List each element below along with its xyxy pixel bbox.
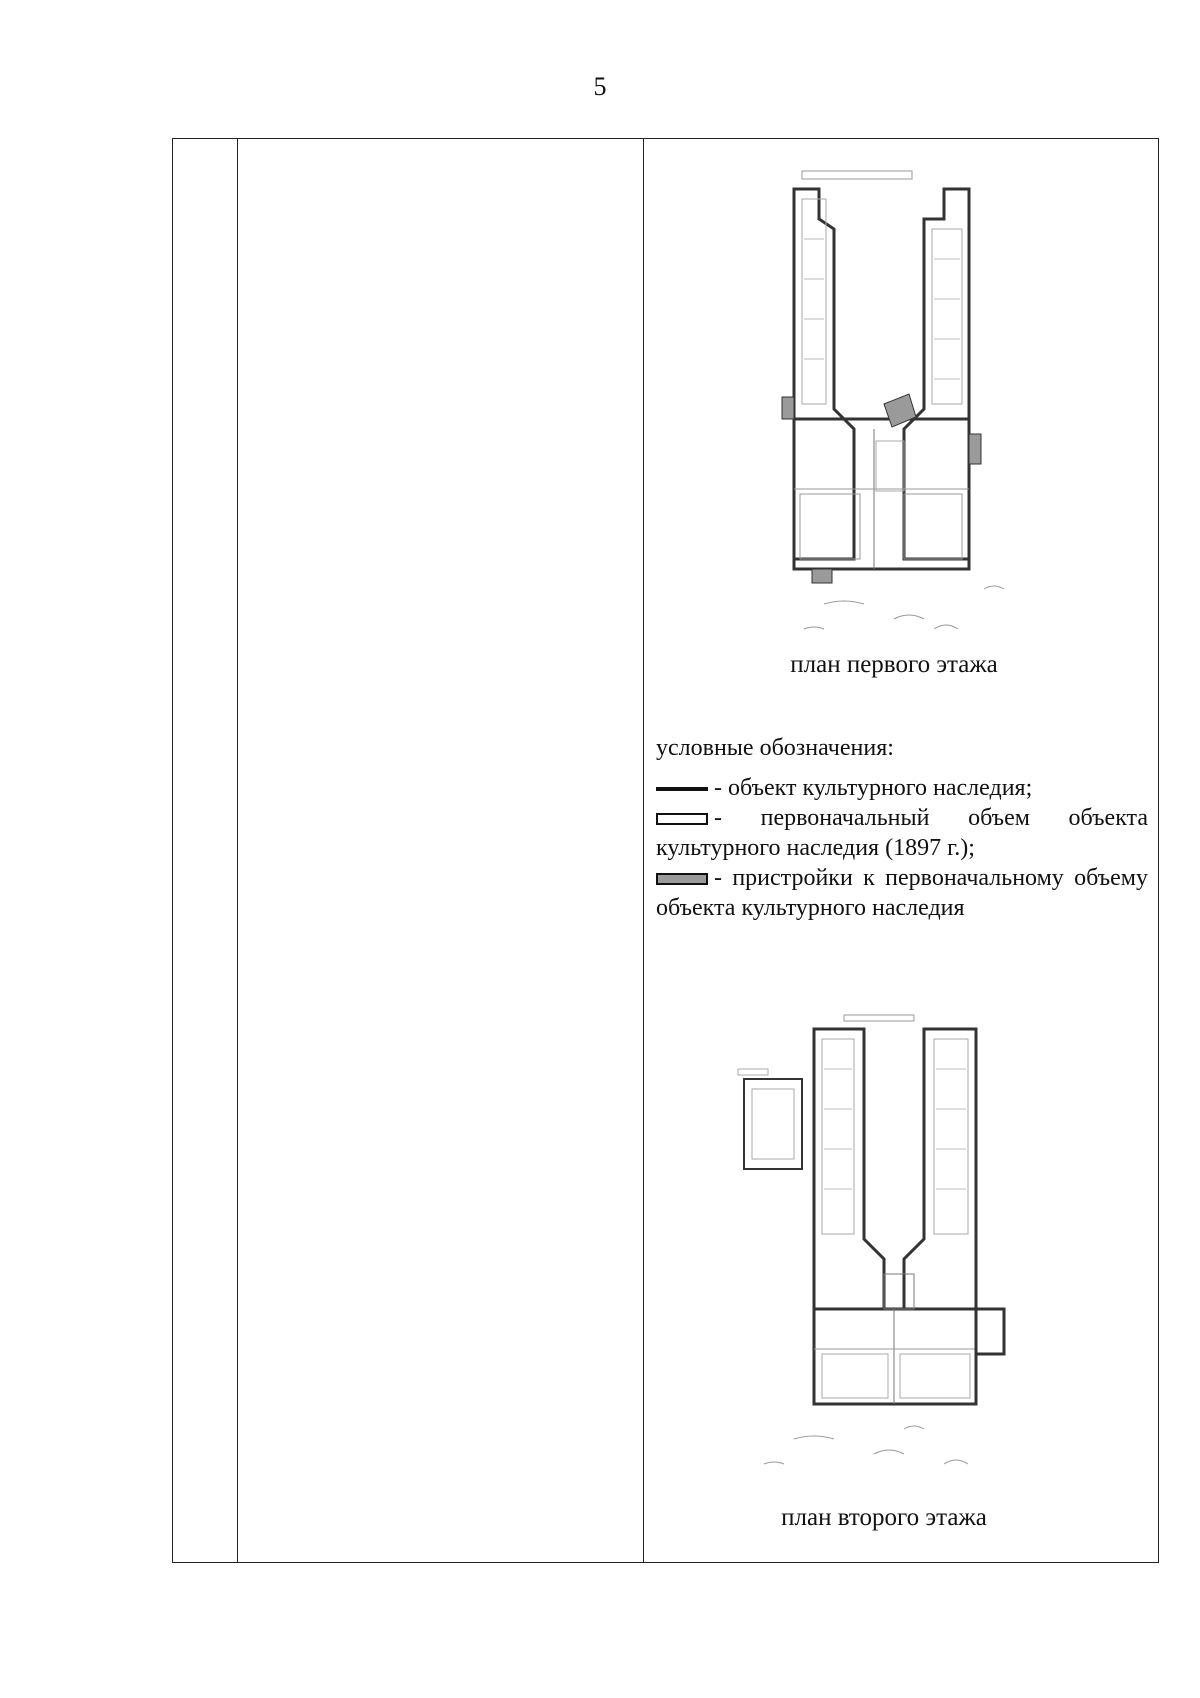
legend-item-object: - объект культурного наследия; bbox=[656, 773, 1148, 803]
second-floor-caption: план второго этажа bbox=[781, 1504, 987, 1531]
table-column-illustrations bbox=[644, 139, 1158, 1562]
outline-rectangle-symbol bbox=[656, 813, 708, 825]
first-floor-caption: план первого этажа bbox=[790, 651, 998, 678]
page-number: 5 bbox=[593, 72, 607, 101]
table-column-description bbox=[238, 139, 644, 1562]
legend-item-original-volume: - первоначальный объем объекта культурного наследия (1897 г.); bbox=[656, 805, 1148, 861]
first-floor-plan-drawing bbox=[764, 159, 1044, 678]
thick-line-symbol bbox=[656, 787, 708, 791]
legend-title: условные обозначения: bbox=[656, 735, 894, 761]
table-column-number bbox=[173, 139, 238, 1562]
legend-item-annexes: - пристройки к первоначальному объему объекта культурного наследия bbox=[656, 865, 1148, 921]
legend bbox=[656, 733, 1148, 923]
document-table bbox=[172, 138, 1159, 1563]
second-floor-plan-drawing bbox=[704, 1009, 1064, 1531]
gray-filled-rectangle-symbol bbox=[656, 873, 708, 885]
